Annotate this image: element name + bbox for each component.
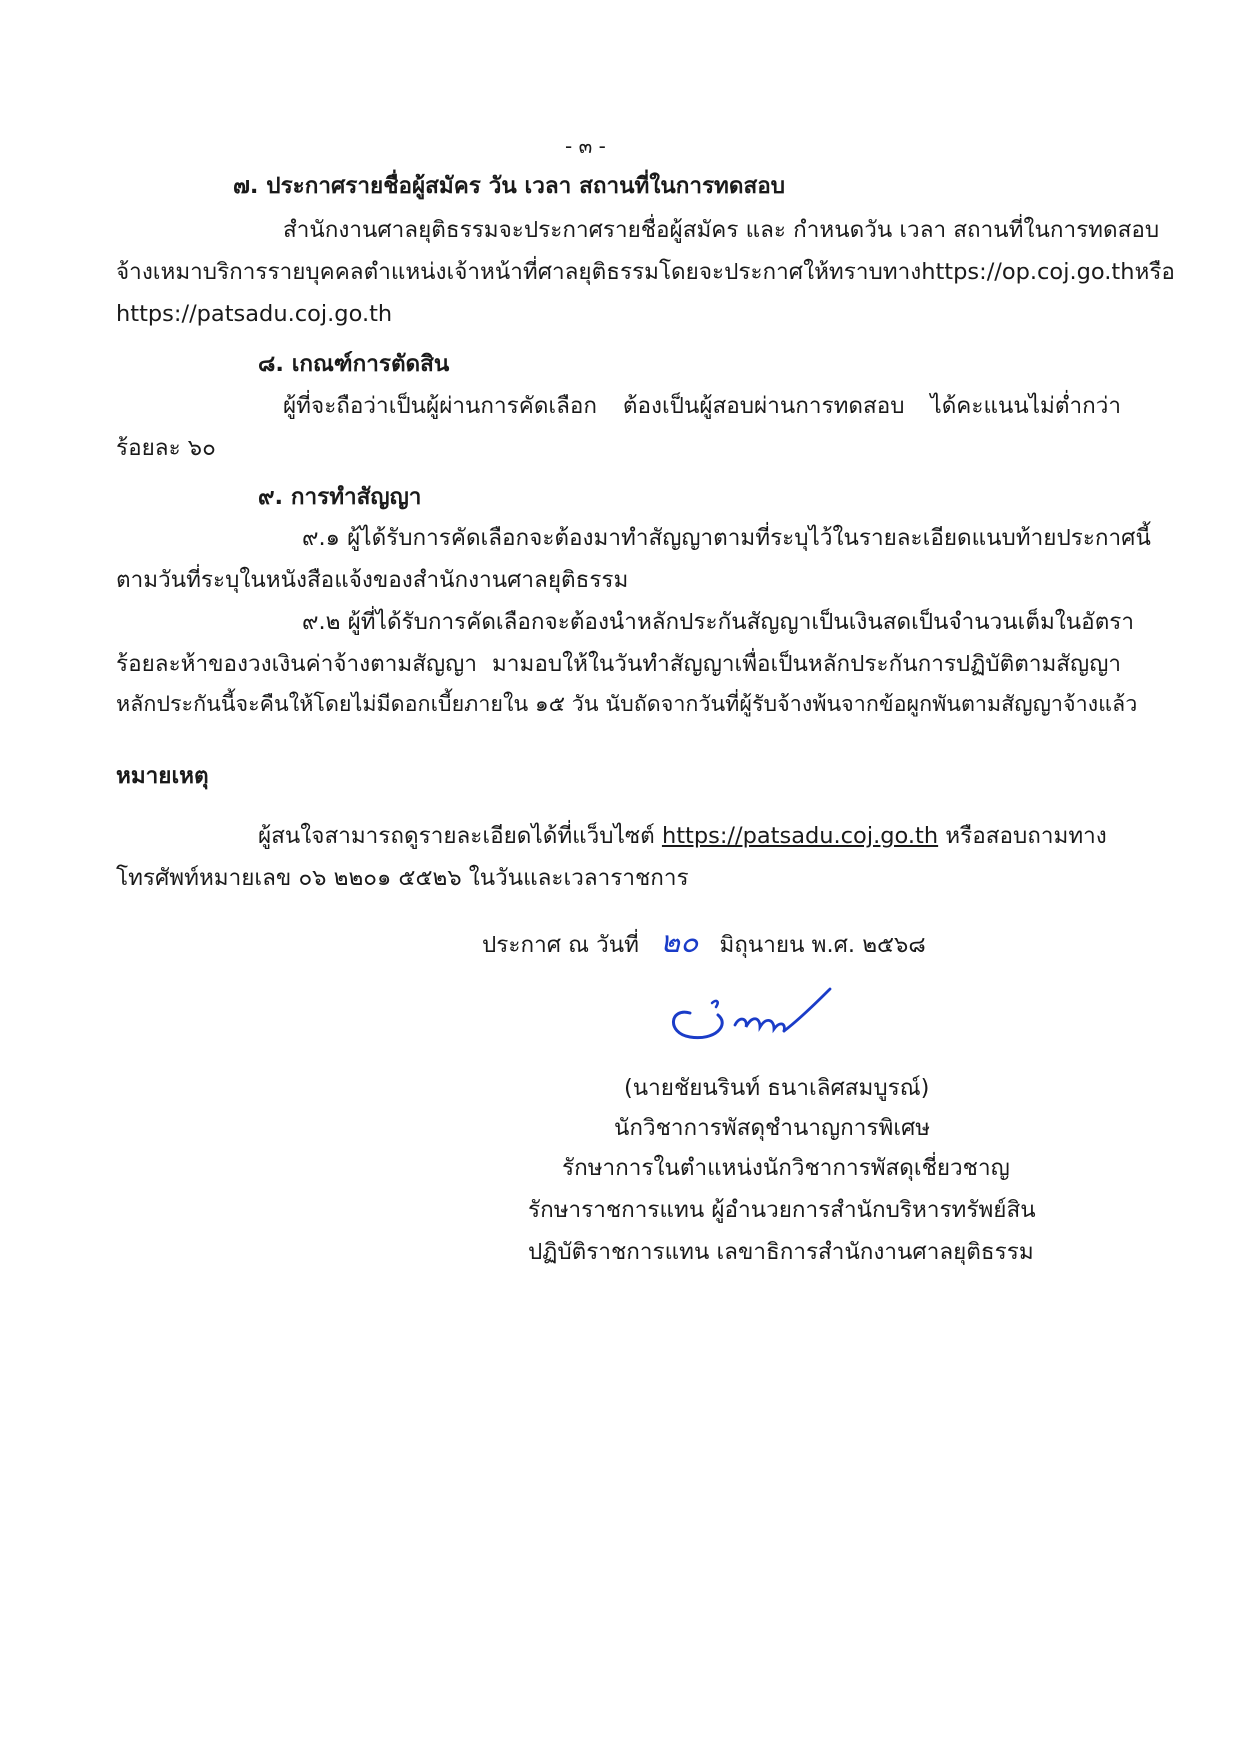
section-7-line-1: สำนักงานศาลยุติธรรมจะประกาศรายชื่อผู้สมัคร และ กำหนดวัน เวลา สถานที่ในการทดสอบ bbox=[283, 217, 1160, 243]
word: ได้คะแนนไม่ต่ำกว่า bbox=[930, 393, 1121, 419]
word: ร้อยละห้าของวงเงินค่าจ้างตามสัญญา bbox=[116, 651, 477, 677]
word: ๙.๒ ผู้ที่ได้รับการคัดเลือกจะต้องนำหลักประกันสัญญาเป็นเงินสด bbox=[302, 609, 912, 635]
section-8-line-2: ร้อยละ ๖๐ bbox=[116, 435, 216, 461]
remark-line-2: โทรศัพท์หมายเลข ๐๖ ๒๒๐๑ ๕๕๒๖ ในวันและเวลาราชการ bbox=[116, 865, 689, 891]
remark-heading: หมายเหตุ bbox=[116, 763, 209, 789]
word: โดยจะประกาศให้ทราบทาง bbox=[658, 259, 922, 285]
section-9-heading: ๙. การทำสัญญา bbox=[258, 484, 422, 510]
section-8-heading: ๘. เกณฑ์การตัดสิน bbox=[258, 351, 450, 377]
handwritten-day: ๒๐ bbox=[660, 925, 699, 960]
signature-image bbox=[660, 985, 840, 1055]
announcement-suffix: มิถุนายน พ.ศ. ๒๕๖๘ bbox=[719, 932, 926, 958]
section-7-heading: ๗. ประกาศรายชื่อผู้สมัคร วัน เวลา สถานที่ในการทดสอบ bbox=[233, 173, 786, 199]
word: ตำแหน่งเจ้าหน้าที่ศาลยุติธรรม bbox=[363, 259, 659, 285]
word: ผู้ที่จะถือว่าเป็นผู้ผ่านการคัดเลือก bbox=[283, 393, 598, 419]
section-9-p2-line-1 bbox=[302, 608, 1135, 636]
announcement-date bbox=[482, 924, 926, 962]
remark-line-1 bbox=[258, 822, 1107, 850]
word: จ้างเหมาบริการรายบุคคล bbox=[116, 259, 364, 285]
section-7-line-2 bbox=[116, 258, 1175, 286]
signatory-title-2: รักษาการในตำแหน่งนักวิชาการพัสดุเชี่ยวชาญ bbox=[562, 1155, 1010, 1181]
section-9-p1-line-2: ตามวันที่ระบุในหนังสือแจ้งของสำนักงานศาลยุติธรรม bbox=[116, 567, 629, 593]
page-number: - ๓ - bbox=[565, 134, 606, 158]
section-9-p2-line-2 bbox=[116, 650, 1121, 678]
signatory-title-4: ปฏิบัติราชการแทน เลขาธิการสำนักงานศาลยุติธรรม bbox=[528, 1239, 1034, 1265]
announcement-prefix: ประกาศ ณ วันที่ bbox=[482, 932, 640, 958]
section-7-line-3: https://patsadu.coj.go.th bbox=[116, 301, 393, 327]
website-link[interactable]: https://patsadu.coj.go.th bbox=[661, 823, 939, 849]
section-8-line-1 bbox=[283, 392, 1121, 420]
word: หรือ bbox=[1134, 259, 1175, 285]
signatory-title-3: รักษาราชการแทน ผู้อำนวยการสำนักบริหารทรัพย์สิน bbox=[528, 1197, 1036, 1223]
signatory-title-1: นักวิชาการพัสดุชำนาญการพิเศษ bbox=[614, 1115, 931, 1141]
word: ต้องเป็นผู้สอบผ่านการทดสอบ bbox=[622, 393, 905, 419]
word: https://op.coj.go.th bbox=[921, 259, 1135, 285]
word: มามอบให้ในวันทำสัญญาเพื่อเป็นหลักประกันการปฏิบัติตามสัญญา bbox=[492, 651, 1121, 677]
section-9-p1-line-1: ๙.๑ ผู้ได้รับการคัดเลือกจะต้องมาทำสัญญาตามที่ระบุไว้ในรายละเอียดแนบท้ายประกาศนี้ bbox=[302, 525, 1151, 551]
word: เป็นจำนวนเต็มในอัตรา bbox=[911, 609, 1135, 635]
section-9-p2-line-3: หลักประกันนี้จะคืนให้โดยไม่มีดอกเบี้ยภายใน ๑๕ วัน นับถัดจากวันที่ผู้รับจ้างพ้นจากข้อผูกพันตามสัญญาจ้างแล้ว bbox=[116, 692, 1138, 717]
remark-text: ผู้สนใจสามารถดูรายละเอียดได้ที่แว็บไซต์ bbox=[258, 823, 655, 849]
signatory-name: (นายชัยนรินท์ ธนาเลิศสมบูรณ์) bbox=[624, 1075, 930, 1101]
remark-text: หรือสอบถามทาง bbox=[945, 823, 1107, 849]
